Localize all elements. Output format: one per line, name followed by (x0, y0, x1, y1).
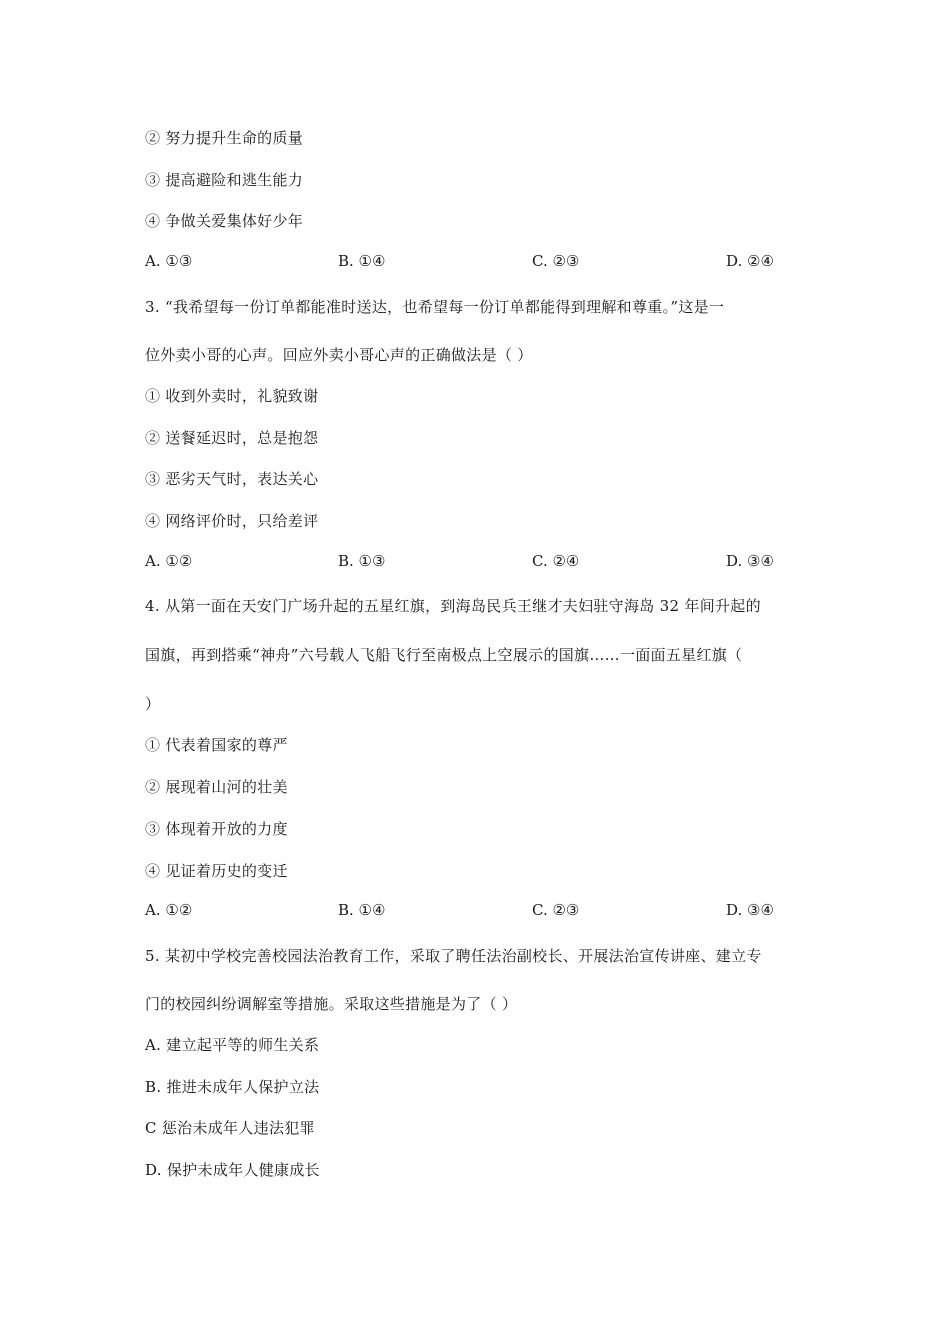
q4-stem-line1: 4. 从第一面在天安门广场升起的五星红旗，到海岛民兵王继才夫妇驻守海岛 32 年间升起的 (145, 597, 761, 615)
q4-item-2: ② 展现着山河的壮美 (145, 778, 288, 796)
q4-item-4: ④ 见证着历史的变迁 (145, 862, 288, 880)
q2-options (145, 252, 805, 274)
q4-stem-line3: ） (145, 695, 161, 713)
q4-item-3: ③ 体现着开放的力度 (145, 820, 288, 838)
q3-item-1: ① 收到外卖时，礼貌致谢 (145, 387, 319, 405)
q4-option-d[interactable]: D. ③④ (726, 901, 774, 919)
q5-stem-line2: 门的校园纠纷调解室等措施。采取这些措施是为了（ ） (145, 995, 518, 1013)
q2-option-c[interactable]: C. ②③ (532, 252, 580, 270)
q5-option-d[interactable]: D. 保护未成年人健康成长 (145, 1161, 320, 1179)
q2-item-2: ② 努力提升生命的质量 (145, 129, 304, 147)
q4-stem-line2: 国旗，再到搭乘“神舟”六号载人飞船飞行至南极点上空展示的国旗……一面面五星红旗（ (145, 646, 743, 664)
q4-options (145, 901, 805, 923)
q3-item-4: ④ 网络评价时，只给差评 (145, 512, 319, 530)
q2-option-a[interactable]: A. ①③ (145, 252, 193, 270)
q2-option-b[interactable]: B. ①④ (338, 252, 386, 270)
q4-item-1: ① 代表着国家的尊严 (145, 736, 288, 754)
q3-item-2: ② 送餐延迟时，总是抱怨 (145, 429, 319, 447)
q3-stem-line2: 位外卖小哥的心声。回应外卖小哥心声的正确做法是（ ） (145, 346, 533, 364)
q2-option-d[interactable]: D. ②④ (726, 252, 774, 270)
q2-item-3: ③ 提高避险和逃生能力 (145, 171, 304, 189)
q3-option-b[interactable]: B. ①③ (338, 552, 386, 570)
q5-option-b[interactable]: B. 推进未成年人保护立法 (145, 1078, 320, 1096)
q3-item-3: ③ 恶劣天气时，表达关心 (145, 470, 319, 488)
q3-options (145, 552, 805, 574)
q3-option-d[interactable]: D. ③④ (726, 552, 774, 570)
q4-option-a[interactable]: A. ①② (145, 901, 193, 919)
q3-option-a[interactable]: A. ①② (145, 552, 193, 570)
q4-option-c[interactable]: C. ②③ (532, 901, 580, 919)
q4-option-b[interactable]: B. ①④ (338, 901, 386, 919)
q5-stem-line1: 5. 某初中学校完善校园法治教育工作，采取了聘任法治副校长、开展法治宣传讲座、建立专 (145, 947, 762, 965)
q5-option-c[interactable]: C 惩治未成年人违法犯罪 (145, 1119, 315, 1137)
q3-option-c[interactable]: C. ②④ (532, 552, 580, 570)
q2-item-4: ④ 争做关爱集体好少年 (145, 212, 304, 230)
q5-option-a[interactable]: A. 建立起平等的师生关系 (145, 1036, 320, 1054)
q3-stem-line1: 3. “我希望每一份订单都能准时送达，也希望每一份订单都能得到理解和尊重。”这是一 (145, 298, 725, 316)
